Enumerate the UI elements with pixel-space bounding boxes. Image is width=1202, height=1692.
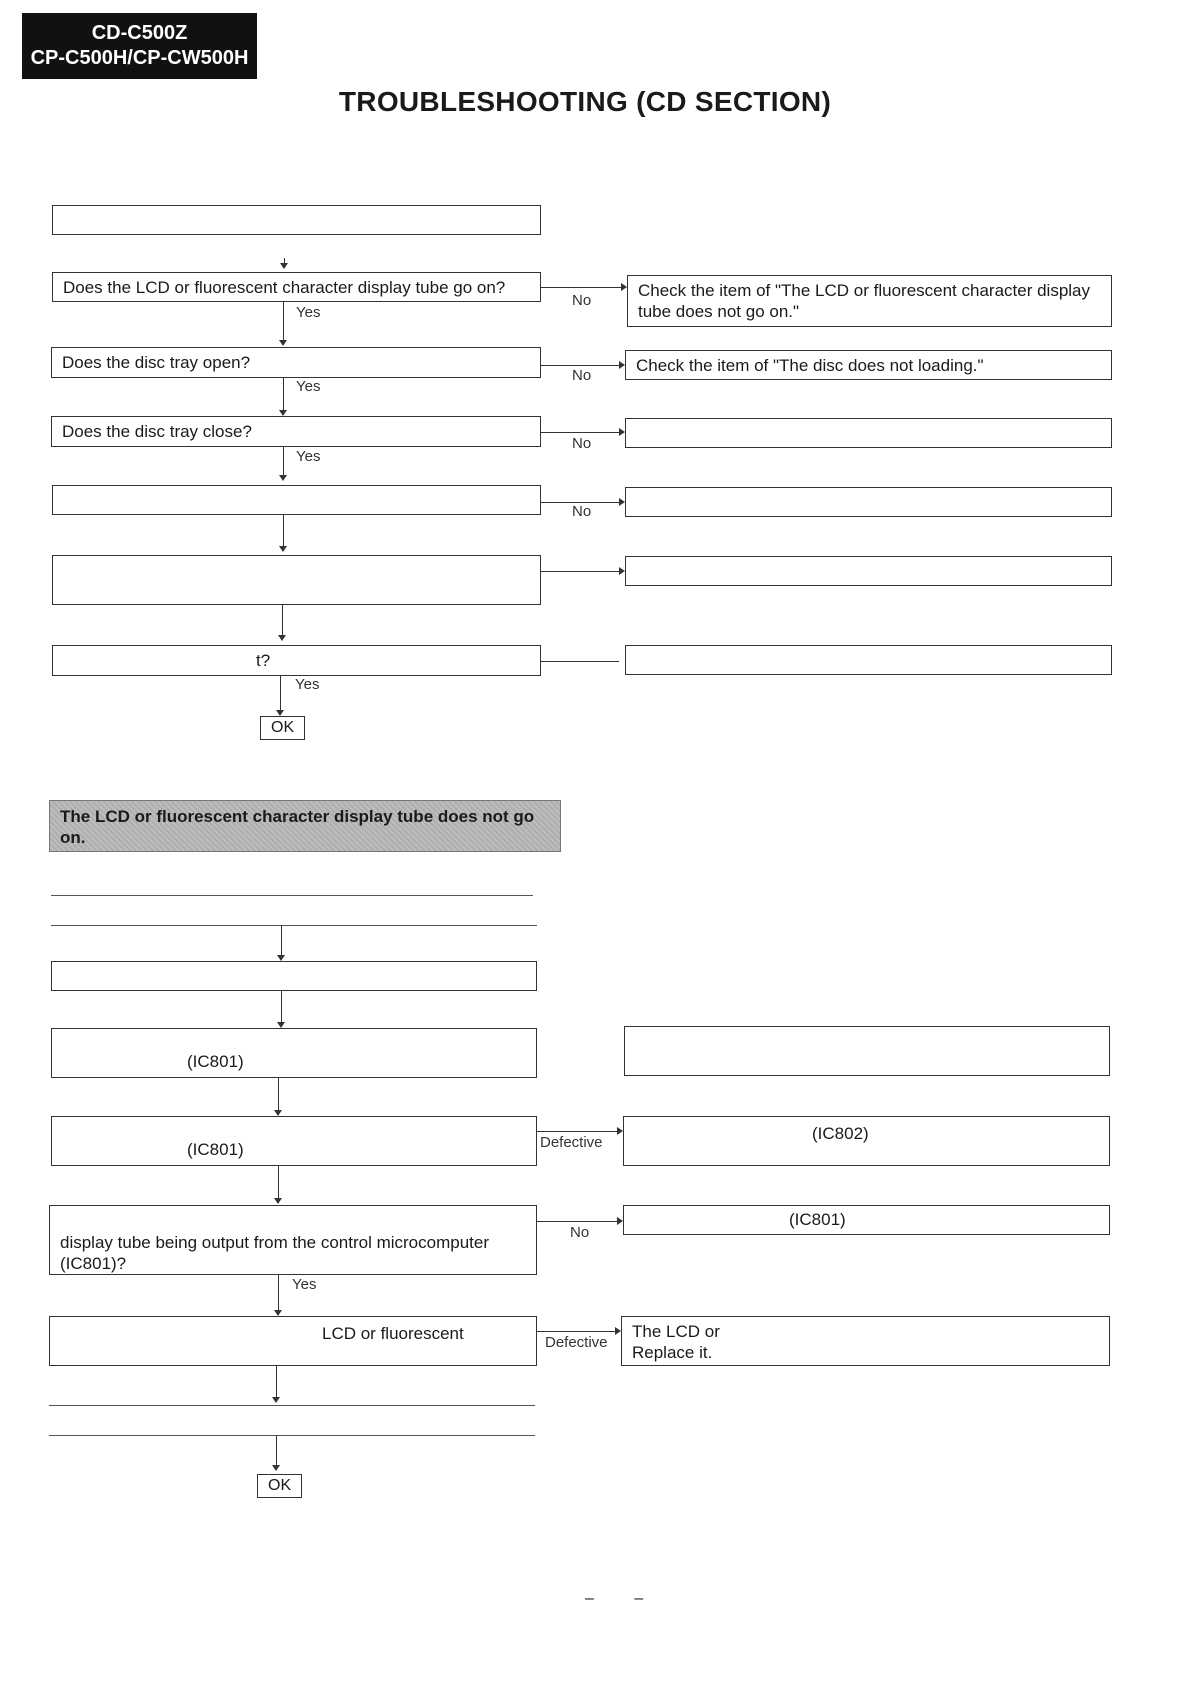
flow-start-box: [52, 205, 541, 235]
ic802-label: (IC802): [812, 1124, 869, 1143]
arrow-down: [280, 263, 288, 269]
yes-label: Yes: [296, 304, 321, 321]
connector: [281, 991, 282, 1024]
arrow-down: [279, 340, 287, 346]
no-label: No: [572, 367, 592, 384]
step-box-ic801-b: [51, 1116, 537, 1166]
ic801-label-c: (IC801): [789, 1210, 846, 1229]
connector: [280, 676, 281, 712]
arrow-down: [279, 546, 287, 552]
lcd-action-line-1: The LCD or: [632, 1322, 720, 1341]
defective-label: Defective: [540, 1134, 603, 1151]
model-line-1: CD-C500Z: [91, 22, 188, 44]
question-box-5: [52, 555, 541, 605]
question-6-text: t?: [256, 651, 271, 670]
action-box-3: [625, 418, 1112, 448]
action-check-display: Check the item of "The LCD or fluorescent character display tube does not go on.": [627, 275, 1112, 327]
step-box-ic802: [623, 1116, 1110, 1166]
model-line-2: CP-C500H/CP-CW500H: [30, 47, 249, 69]
connector: [283, 515, 284, 548]
arrow-down: [278, 635, 286, 641]
step-box-ic801-a: [51, 1028, 537, 1078]
step-box-lcd: [49, 1316, 537, 1366]
arrow-down: [272, 1397, 280, 1403]
connector: [541, 661, 619, 662]
page-title: TROUBLESHOOTING (CD SECTION): [338, 86, 832, 117]
action-check-loading: Check the item of "The disc does not loading.": [625, 350, 1112, 380]
connector: [278, 1078, 279, 1112]
ic801-label-b: (IC801): [187, 1140, 244, 1159]
connector: [537, 1221, 617, 1222]
yes-label: Yes: [292, 1276, 317, 1293]
connector: [541, 365, 619, 366]
step-box-ic801-c: [623, 1205, 1110, 1235]
lcd-action-line-2: Replace it.: [632, 1343, 713, 1362]
connector: [282, 605, 283, 637]
section-banner: [49, 800, 561, 852]
connector: [283, 447, 284, 477]
rule-line: [51, 925, 537, 926]
rule-line: [49, 1405, 535, 1406]
question-tray-open: Does the disc tray open?: [51, 347, 541, 378]
ok-box: OK: [260, 716, 305, 740]
connector: [541, 287, 621, 288]
connector: [537, 1331, 615, 1332]
ok-box: OK: [257, 1474, 302, 1498]
no-label: No: [572, 503, 592, 520]
rule-line: [51, 895, 533, 896]
action-box-4: [625, 487, 1112, 517]
arrow-down: [272, 1465, 280, 1471]
question-box-4: [52, 485, 541, 515]
defective-label: Defective: [545, 1334, 608, 1351]
no-label: No: [570, 1224, 590, 1241]
connector: [541, 432, 619, 433]
no-label: No: [572, 435, 592, 452]
no-label: No: [572, 292, 592, 309]
action-box-5: [625, 556, 1112, 586]
connector: [537, 1131, 617, 1132]
action-replace-lcd: [621, 1316, 1110, 1366]
section-banner-text: The LCD or fluorescent character display tube does not go on.: [60, 807, 535, 847]
connector: [283, 302, 284, 342]
arrow-down: [274, 1198, 282, 1204]
connector: [541, 571, 619, 572]
yes-label: Yes: [296, 378, 321, 395]
yes-label: Yes: [296, 448, 321, 465]
side-box-1: [624, 1026, 1110, 1076]
connector: [278, 1166, 279, 1200]
question-output-text: display tube being output from the control microcomputer (IC801)?: [60, 1233, 490, 1273]
step-box-1: [51, 961, 537, 991]
lcd-label: LCD or fluorescent: [322, 1324, 464, 1343]
question-box-6: [52, 645, 541, 676]
connector: [276, 1435, 277, 1467]
arrow-down: [279, 475, 287, 481]
question-tray-close: Does the disc tray close?: [51, 416, 541, 447]
rule-line: [49, 1435, 535, 1436]
ic801-label-a: (IC801): [187, 1052, 244, 1071]
action-box-6: [625, 645, 1112, 675]
yes-label: Yes: [295, 676, 320, 693]
connector: [278, 1275, 279, 1312]
page-number: – –: [585, 1590, 662, 1607]
connector: [283, 378, 284, 412]
connector: [276, 1366, 277, 1399]
model-badge: [22, 13, 257, 79]
connector: [281, 925, 282, 957]
question-output: [49, 1205, 537, 1275]
question-display-on: Does the LCD or fluorescent character display tube go on?: [52, 272, 541, 302]
